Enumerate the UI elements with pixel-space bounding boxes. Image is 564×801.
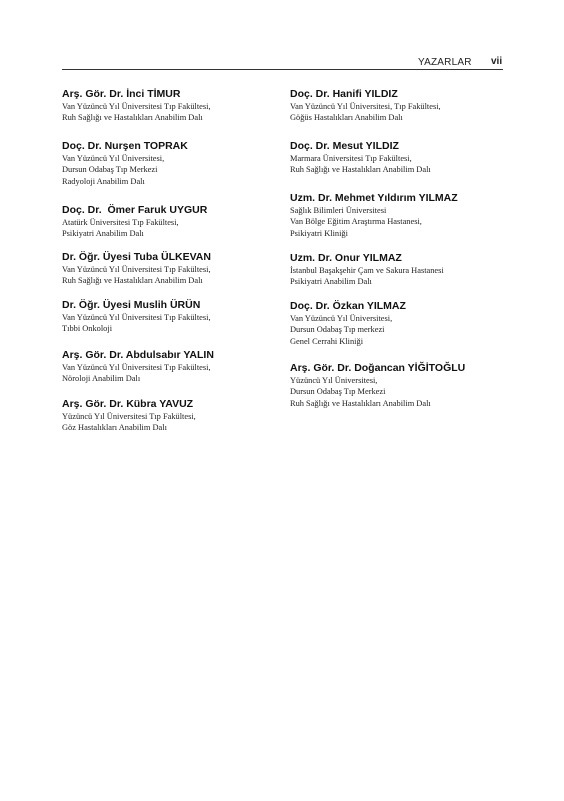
- author-name: Doç. Dr. Nurşen TOPRAK: [62, 140, 188, 152]
- author-name: Arş. Gör. Dr. Kübra YAVUZ: [62, 398, 194, 410]
- author-entry: [62, 251, 272, 299]
- author-affiliation-line: Göz Hastalıkları Anabilim Dalı: [62, 423, 167, 433]
- author-affiliation-line: Van Yüzüncü Yıl Üniversitesi, Tıp Fakültesi,: [290, 102, 441, 111]
- author-name: Doç. Dr. Ömer Faruk UYGUR: [62, 204, 208, 216]
- author-affiliation-line: Psikiyatri Anabilim Dalı: [62, 229, 144, 239]
- author-entry: [290, 300, 505, 362]
- author-affiliation-line: Marmara Üniversitesi Tıp Fakültesi,: [290, 154, 412, 163]
- author-affiliation-line: Radyoloji Anabilim Dalı: [62, 176, 145, 186]
- author-entry: [62, 398, 272, 434]
- author-entry: [62, 349, 272, 398]
- author-entry: [62, 204, 272, 251]
- author-entry: [290, 192, 505, 252]
- author-affiliation-line: Van Yüzüncü Yıl Üniversitesi,: [62, 154, 165, 163]
- author-name: Doç. Dr. Hanifi YILDIZ: [290, 88, 398, 100]
- author-affiliation-line: Van Yüzüncü Yıl Üniversitesi,: [290, 314, 393, 323]
- author-affiliation-line: Göğüs Hastalıkları Anabilim Dalı: [290, 113, 403, 123]
- authors-column-left: [62, 88, 272, 434]
- author-affiliation-line: Yüzüncü Yıl Üniversitesi,: [290, 376, 378, 385]
- author-name: Arş. Gör. Dr. Doğancan YİĞİTOĞLU: [290, 362, 466, 374]
- author-affiliation-line: Van Yüzüncü Yıl Üniversitesi Tıp Fakültesi,: [62, 313, 211, 322]
- author-entry: [290, 88, 505, 140]
- author-entry: [62, 88, 272, 140]
- author-name: Dr. Öğr. Üyesi Tuba ÜLKEVAN: [62, 251, 211, 263]
- author-affiliation-line: Ruh Sağlığı ve Hastalıkları Anabilim Dalı: [62, 113, 203, 123]
- author-entry: [290, 362, 505, 409]
- page-number: vii: [491, 56, 503, 67]
- author-affiliation-line: Psikiyatri Kliniği: [290, 228, 348, 238]
- authors-column-right: [290, 88, 505, 409]
- author-affiliation-line: Dursun Odabaş Tıp Merkezi: [290, 387, 386, 397]
- author-affiliation-line: Genel Cerrahi Kliniği: [290, 336, 364, 346]
- author-name: Doç. Dr. Özkan YILMAZ: [290, 300, 406, 312]
- author-affiliation-line: Tıbbi Onkoloji: [62, 324, 113, 334]
- author-affiliation-line: Sağlık Bilimleri Üniversitesi: [290, 206, 387, 215]
- author-affiliation-line: Ruh Sağlığı ve Hastalıkları Anabilim Dalı: [290, 165, 431, 175]
- author-entry: [62, 140, 272, 204]
- author-affiliation-line: Van Yüzüncü Yıl Üniversitesi Tıp Fakültesi,: [62, 102, 211, 111]
- author-affiliation-line: Van Bölge Eğitim Araştırma Hastanesi,: [290, 217, 422, 227]
- author-affiliation-line: Yüzüncü Yıl Üniversitesi Tıp Fakültesi,: [62, 412, 196, 421]
- author-affiliation-line: Van Yüzüncü Yıl Üniversitesi Tıp Fakültesi,: [62, 363, 211, 372]
- author-affiliation-line: Atatürk Üniversitesi Tıp Fakültesi,: [62, 218, 179, 227]
- author-entry: [62, 299, 272, 349]
- author-name: Arş. Gör. Dr. İnci TİMUR: [62, 88, 181, 100]
- author-name: Doç. Dr. Mesut YILDIZ: [290, 140, 399, 152]
- author-affiliation-line: İstanbul Başakşehir Çam ve Sakura Hastanesi: [290, 266, 444, 275]
- author-affiliation-line: Dursun Odabaş Tıp Merkezi: [62, 165, 158, 175]
- author-name: Uzm. Dr. Mehmet Yıldırım YILMAZ: [290, 192, 458, 204]
- running-header-title: YAZARLAR: [418, 57, 472, 68]
- author-affiliation-line: Nöroloji Anabilim Dalı: [62, 374, 141, 384]
- author-affiliation-line: Ruh Sağlığı ve Hastalıkları Anabilim Dalı: [290, 398, 431, 408]
- author-entry: [290, 140, 505, 192]
- author-affiliation-line: Ruh Sağlığı ve Hastalıkları Anabilim Dalı: [62, 276, 203, 286]
- author-entry: [290, 252, 505, 300]
- author-name: Arş. Gör. Dr. Abdulsabır YALIN: [62, 349, 214, 361]
- header-divider: [62, 69, 503, 70]
- author-affiliation-line: Dursun Odabaş Tıp merkezi: [290, 325, 385, 335]
- author-affiliation-line: Psikiyatri Anabilim Dalı: [290, 277, 372, 287]
- author-name: Uzm. Dr. Onur YILMAZ: [290, 252, 402, 264]
- author-name: Dr. Öğr. Üyesi Muslih ÜRÜN: [62, 299, 201, 311]
- author-affiliation-line: Van Yüzüncü Yıl Üniversitesi Tıp Fakültesi,: [62, 265, 211, 274]
